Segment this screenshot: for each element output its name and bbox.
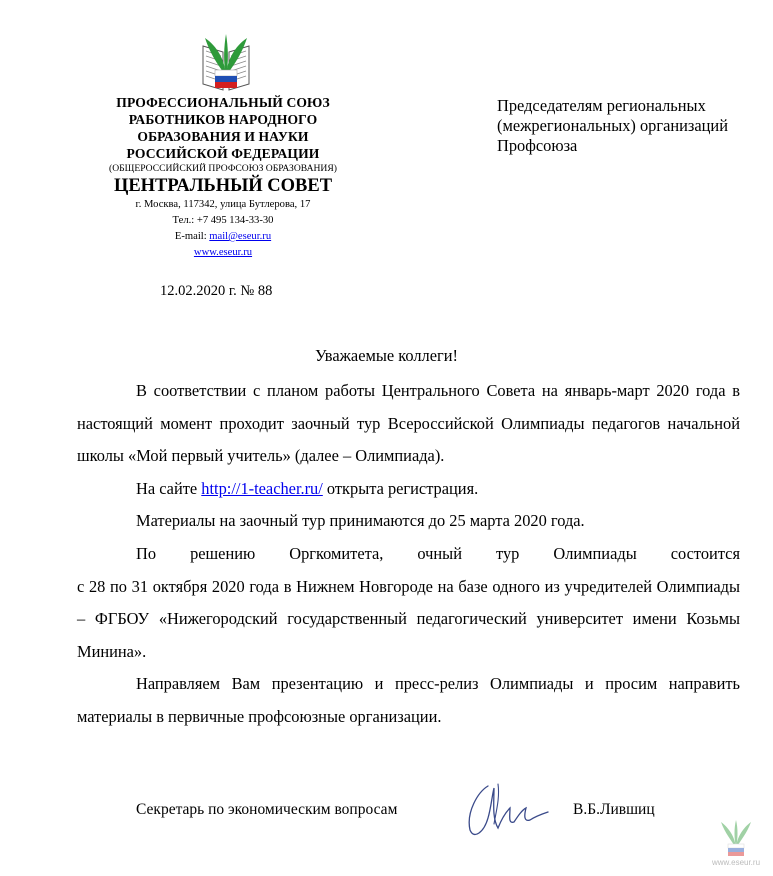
union-logo-icon <box>195 32 257 94</box>
paragraph-request: Направляем Вам презентацию и пресс-релиз Олимпиады и просим направить материалы в первичные профсоюзные организации. <box>77 674 740 726</box>
letter-body <box>77 375 740 734</box>
handwritten-signature-icon <box>458 778 556 842</box>
watermark-text: www.eseur.ru <box>712 858 761 867</box>
org-name-line-4: РОССИЙСКОЙ ФЕДЕРАЦИИ <box>126 146 320 161</box>
paragraph-deadline: Материалы на заочный тур принимаются до 25 марта 2020 года. <box>136 511 585 531</box>
org-phone: Тел.: +7 495 134-33-30 <box>172 215 274 226</box>
email-label: E-mail: <box>174 231 210 242</box>
org-website-line <box>80 245 366 261</box>
website-link[interactable]: www.eseur.ru <box>193 247 253 258</box>
signatory-name: В.Б.Лившиц <box>573 801 655 818</box>
paragraph-olympiad-info: В соответствии с планом работы Центрального Совета на январь-март 2020 года в настоящий момент проходит заочный тур Всероссийской Олимпиады педагогов начальной школы «Мой первый учитель» (далее – Олимпиада). <box>77 381 740 466</box>
olympiad-site-link[interactable]: http://1-teacher.ru/ <box>201 478 323 498</box>
registration-text-before: На сайте <box>136 478 202 498</box>
watermark-logo-icon <box>712 818 760 858</box>
recipient-line-1: Председателям региональных <box>497 96 706 115</box>
email-link[interactable]: mail@eseur.ru <box>209 231 272 242</box>
org-subtitle: (ОБЩЕРОССИЙСКИЙ ПРОФСОЮЗ ОБРАЗОВАНИЯ) <box>109 163 337 174</box>
recipient-line-3: Профсоюза <box>497 136 578 155</box>
signatory-position: Секретарь по экономическим вопросам <box>136 801 398 818</box>
org-name-line-3: ОБРАЗОВАНИЯ И НАУКИ <box>137 129 309 144</box>
recipient-block <box>497 96 757 156</box>
recipient-line-2: (межрегиональных) организаций <box>497 116 728 135</box>
council-title: ЦЕНТРАЛЬНЫЙ СОВЕТ <box>113 176 333 196</box>
org-address: г. Москва, 117342, улица Бутлерова, 17 <box>135 199 311 210</box>
site-watermark <box>712 818 760 870</box>
org-name-line-1: ПРОФЕССИОНАЛЬНЫЙ СОЮЗ <box>116 95 330 110</box>
org-name-line-2: РАБОТНИКОВ НАРОДНОГО <box>128 112 318 127</box>
registration-text-after: открыта регистрация. <box>322 478 479 498</box>
paragraph-final-round-rest: с 28 по 31 октября 2020 года в Нижнем Новгороде на базе одного из учредителей Олимпиады – ФГБОУ «Нижегородский государственный педагогический университет имени Козьмы Минина». <box>77 576 740 661</box>
letter-date-number: 12.02.2020 г. № 88 <box>160 283 273 299</box>
org-email-line <box>80 229 366 245</box>
paragraph-registration <box>77 473 740 506</box>
paragraph-final-round-line-1: По решению Оргкомитета, очный тур Олимпиады состоится <box>136 543 740 563</box>
letterhead <box>80 94 366 261</box>
greeting: Уважаемые коллеги! <box>315 346 458 365</box>
